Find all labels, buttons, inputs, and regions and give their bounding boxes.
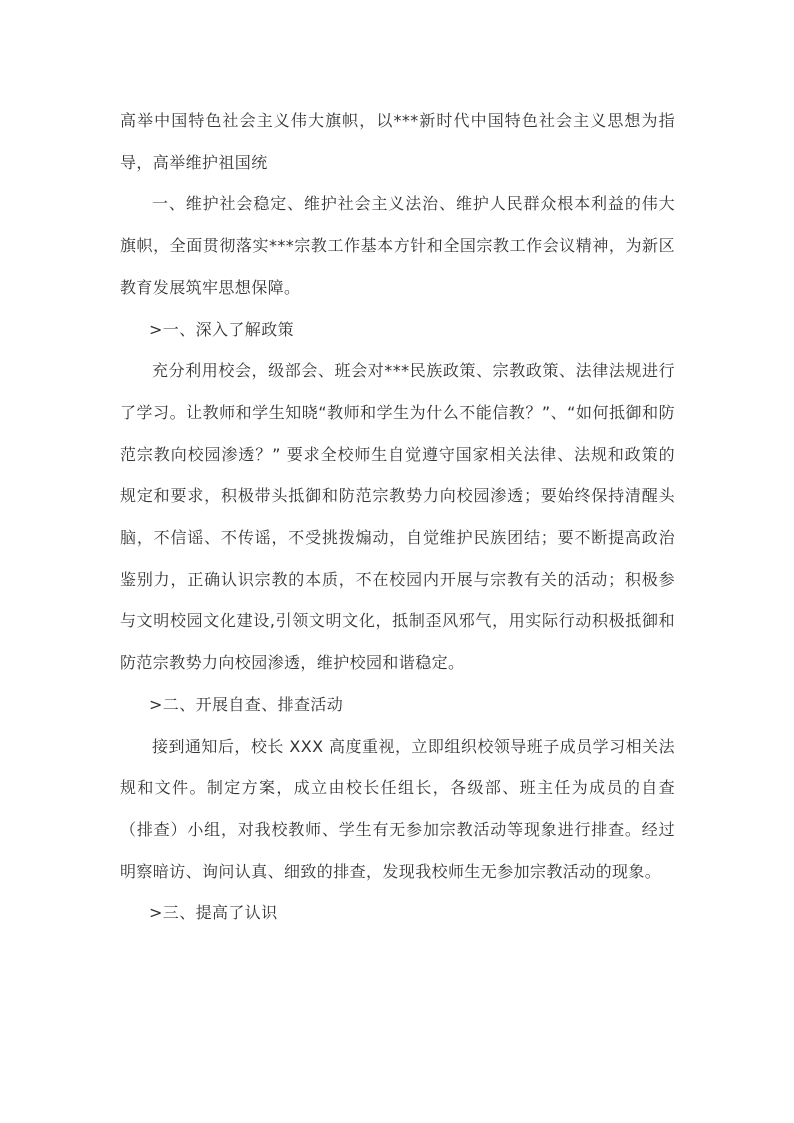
heading-self-inspection: >二、开展自查、排查活动 (149, 694, 344, 714)
document-body (120, 100, 675, 934)
paragraph-policy-study: 充分利用校会，级部会、班会对***民族政策、宗教政策、法律法规进行了学习。让教师和学生知晓“教师和学生为什么不能信教？”、“如何抵御和防范宗教向校园渗透？” 要求全校师生自觉遵守国家相关法律、法规和政策的规定和要求，积极带头抵御和防范宗教势力向校园渗透；要始终保持清醒头脑，不信谣、不传谣，不受挑拨煽动，自觉维护民族团结；要不断提高政治鉴别力，正确认识宗教的本质，不在校园内开展与宗教有关的活动；积极参与文明校园文化建设,引领文明文化，抵制歪风邪气，用实际行动积极抵御和防范宗教势力向校园渗透，维护校园和谐稳定。 (120, 361, 675, 673)
heading-understand-policy: >一、深入了解政策 (149, 319, 295, 339)
paragraph-section-one: 一、维护社会稳定、维护社会主义法治、维护人民群众根本利益的伟大旗帜，全面贯彻落实***宗教工作基本方针和全国宗教工作会议精神，为新区教育发展筑牢思想保障。 (120, 194, 675, 297)
paragraph-inspection-details: 接到通知后，校长 XXX 高度重视，立即组织校领导班子成员学习相关法规和文件。制定方案，成立由校长任组长，各级部、班主任为成员的自查（排查）小组，对我校教师、学生有无参加宗教活动等现象进行排查。经过明察暗访、询问认真、细致的排查，发现我校师生无参加宗教活动的现象。 (120, 736, 675, 881)
heading-raise-awareness: >三、提高了认识 (149, 903, 278, 923)
paragraph-intro: 高举中国特色社会主义伟大旗帜，以***新时代中国特色社会主义思想为指导，高举维护祖国统 (120, 111, 675, 172)
